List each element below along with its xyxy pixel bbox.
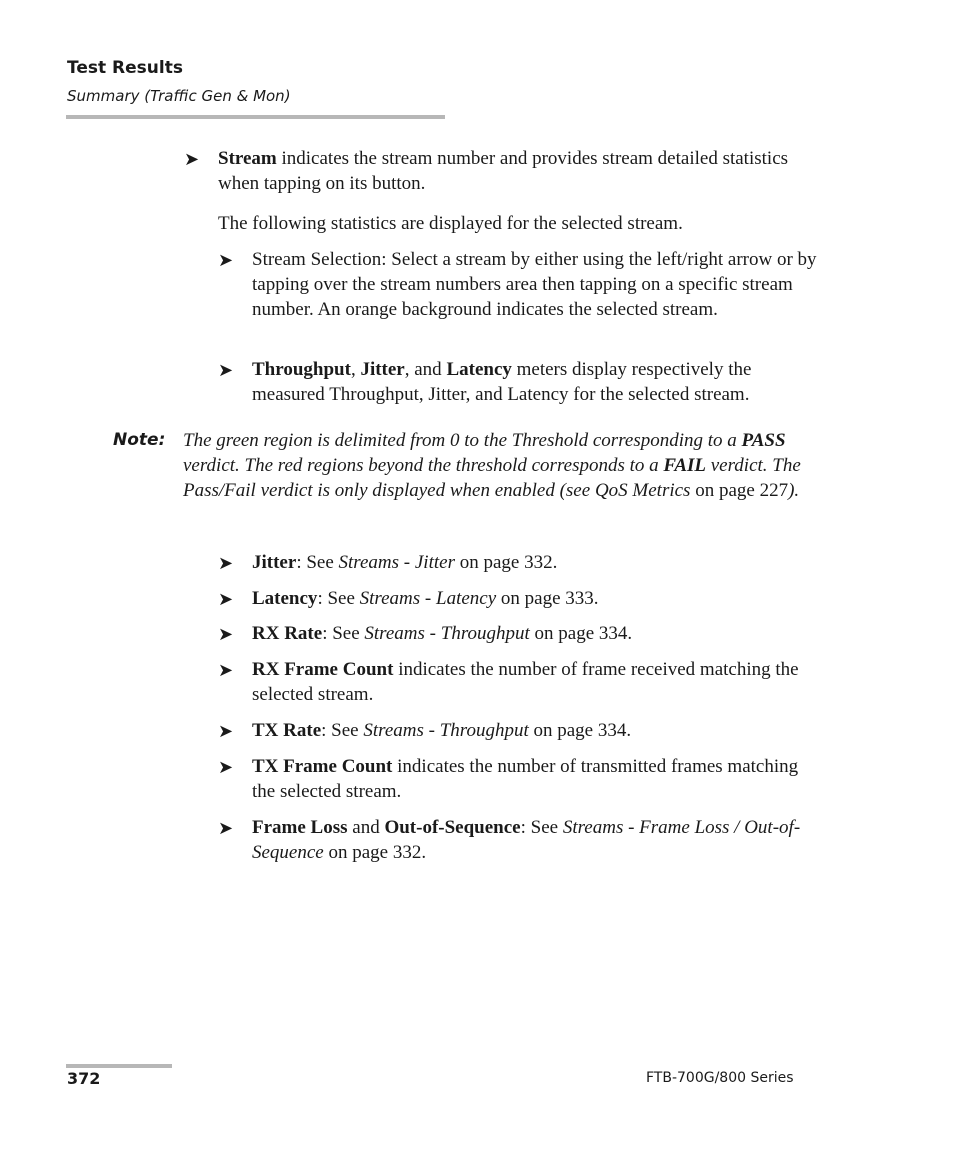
cross-reference-link[interactable]: Streams - Frame Loss / Out-of-Sequence <box>252 817 801 863</box>
product-series: FTB-700G/800 Series <box>646 1070 794 1086</box>
note-label: Note: <box>113 430 166 450</box>
arrow-bullet-icon: ➤ <box>218 660 234 680</box>
arrow-bullet-icon: ➤ <box>218 553 234 573</box>
section-subtitle: Summary (Traffic Gen & Mon) <box>67 87 291 105</box>
list-item-text: Latency: See Streams - Latency on page 333. <box>252 588 599 609</box>
arrow-bullet-icon: ➤ <box>218 250 234 270</box>
list-item-text: Stream Selection: Select a stream by either using the left/right arrow or by tapping over the stream numbers area then tapping on a specific stream number. An orange background indicates the selected stream. <box>252 249 817 320</box>
list-item-text: Throughput, Jitter, and Latency meters display respectively the measured Throughput, Jitter, and Latency for the selected stream. <box>252 359 752 405</box>
cross-reference-link[interactable]: Streams - Latency <box>359 588 497 609</box>
cross-reference-link[interactable]: Streams - Throughput <box>364 623 530 644</box>
arrow-bullet-icon: ➤ <box>218 589 234 609</box>
arrow-bullet-icon: ➤ <box>218 757 234 777</box>
arrow-bullet-icon: ➤ <box>184 149 200 169</box>
list-item-text: TX Frame Count indicates the number of transmitted frames matching the selected stream. <box>252 756 799 802</box>
list-item-text: Jitter: See Streams - Jitter on page 332. <box>252 552 558 573</box>
list-item-text: Frame Loss and Out-of-Sequence: See Streams - Frame Loss / Out-of-Sequence on page 332. <box>252 817 801 863</box>
section-title: Test Results <box>67 58 183 78</box>
qos-metrics-link[interactable]: QoS Metrics <box>594 480 691 501</box>
page-number: 372 <box>67 1069 101 1088</box>
term: Stream <box>218 148 277 169</box>
list-item-text: TX Rate: See Streams - Throughput on page 334. <box>252 720 632 741</box>
cross-reference-link[interactable]: Streams - Jitter <box>338 552 455 573</box>
note-text: The green region is delimited from 0 to the Threshold corresponding to a PASS verdict. The red regions beyond the threshold corresponds to a FAIL verdict. The Pass/Fail verdict is only displayed when enabled (see QoS Metrics on page 227). <box>183 430 801 501</box>
cross-reference-link[interactable]: Streams - Throughput <box>363 720 529 741</box>
paragraph: The following statistics are displayed for the selected stream. <box>218 213 683 234</box>
list-item-text: RX Frame Count indicates the number of frame received matching the selected stream. <box>252 659 799 705</box>
arrow-bullet-icon: ➤ <box>218 721 234 741</box>
footer-divider <box>66 1064 172 1068</box>
arrow-bullet-icon: ➤ <box>218 360 234 380</box>
arrow-bullet-icon: ➤ <box>218 818 234 838</box>
list-item-text: RX Rate: See Streams - Throughput on page 334. <box>252 623 633 644</box>
arrow-bullet-icon: ➤ <box>218 624 234 644</box>
list-item-text: Stream indicates the stream number and provides stream detailed statistics when tapping on its button. <box>218 148 789 194</box>
header-divider <box>66 115 445 119</box>
